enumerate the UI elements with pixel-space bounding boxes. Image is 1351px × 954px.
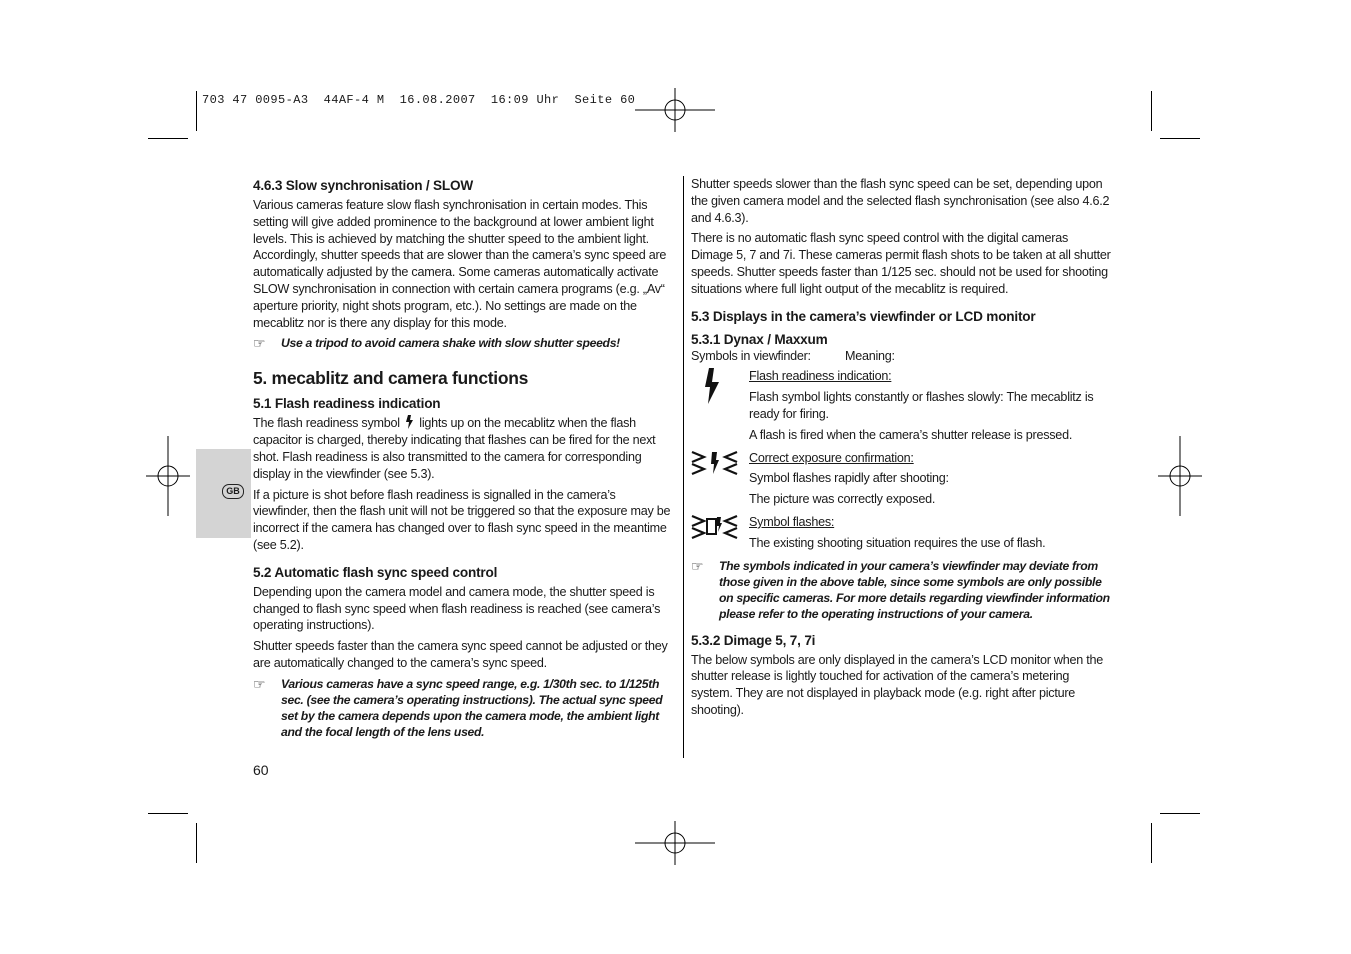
hint-text: The symbols indicated in your camera’s viewfinder may deviate from those given in the above table, since some symbols are only possible on specific cameras. For more details regarding viewfinder information please refer to the operating instructions of your camera. [719,558,1110,621]
paragraph: There is no automatic flash sync speed control with the digital cameras Dimage 5, 7 and 7i. These cameras permit flash shots to be taken at all shutter speeds. Shutter speeds faster than 1/125 sec. should not be used for shooting situations where full light output of the mecablitz is required. [691,231,1111,296]
paragraph: The below symbols are only displayed in the camera’s LCD monitor when the shutter release is lightly touched for activation of the camera’s metering system. They are not displayed in playback mode (e.g. right after picture shooting). [691,652,1104,717]
symbol-heading: Correct exposure confirmation: [749,450,914,465]
pointing-hand-icon: ☞ [691,557,704,574]
section-title-5-2: 5.2 Automatic flash sync speed control [253,564,498,580]
crop-mark [1151,91,1152,131]
column-divider [683,176,684,758]
section-title-5-1: 5.1 Flash readiness indication [253,396,441,412]
hint-text: Various cameras have a sync speed range, e.g. 1/30th sec. to 1/125th sec. (see the camera’s operating instructions). The actual sync speed set by the camera depends upon the camera mode, the ambient light and the focal length of the lens used. [281,676,663,739]
crop-mark [196,91,197,131]
section-title-5-3-2: 5.3.2 Dimage 5, 7, 7i [691,632,816,648]
paragraph: If a picture is shot before flash readiness is signalled in the camera’s viewfinder, then the flash unit will not be triggered so that the exposure may be incorrect if the camera has changed over to flash sync speed in the meantime (see 5.2). [253,487,671,552]
crop-mark [196,823,197,863]
symbol-meaning: Symbol flashes rapidly after shooting: [749,471,949,486]
section-title-5-3-1: 5.3.1 Dynax / Maxxum [691,331,828,347]
flash-bolt-inline-icon [405,415,414,429]
symbol-meaning: The existing shooting situation requires the use of flash. [749,535,1046,550]
right-column [691,176,1113,723]
paragraph: Depending upon the camera model and camera mode, the shutter speed is changed to flash sync speed when flash readiness is reached (see camera’s operating instructions). [253,584,661,633]
crop-mark [1160,138,1200,139]
symbol-row [691,450,1113,508]
section-title-5-3: 5.3 Displays in the camera’s viewfinder or LCD monitor [691,308,1036,324]
hint-note [253,335,675,351]
symbol-heading: Symbol flashes: [749,514,835,529]
paragraph [253,415,675,482]
crop-mark [148,138,188,139]
crop-mark [1151,823,1152,863]
page-number: 60 [253,762,269,778]
symbol-meaning: The picture was correctly exposed. [749,492,936,507]
symbol-table-header [691,348,1113,365]
left-column [253,177,675,744]
print-header: 703 47 0095-A3 44AF-4 M 16.08.2007 16:09 Uhr Seite 60 [202,93,636,107]
section-title-4-6-3: 4.6.3 Slow synchronisation / SLOW [253,178,474,193]
pointing-hand-icon: ☞ [253,675,266,692]
pointing-hand-icon: ☞ [253,335,266,352]
paragraph-part: The flash readiness symbol [253,416,400,431]
paragraph: Shutter speeds faster than the camera sync speed cannot be adjusted or they are automatically changed to the camera’s sync speed. [253,639,668,670]
flash-bolt-icon [703,368,723,404]
symbol-row [691,368,1113,443]
paragraph: Various cameras feature slow flash synchronisation in certain modes. This setting will give added prominence to the background at lower ambient light levels. This is achieved by matching the shutter speed to the ambient light. Accordingly, shutter speeds that are slower than the camera’s sync speed are automatically adjusted by the camera. Some cameras automatically activate SLOW synchronisation in connection with certain camera programs (e.g. „Av“ aperture priority, night shots program, etc.). No settings are made on the mecablitz nor is there any display for this mode. [253,198,667,330]
symbol-heading: Flash readiness indication: [749,369,892,384]
column-label-symbols: Symbols in viewfinder: [691,348,811,363]
registration-mark-icon [635,70,715,150]
chapter-title-5: 5. mecablitz and camera functions [253,368,529,389]
language-tab [196,449,251,538]
flash-exposure-confirm-icon [691,450,739,476]
symbol-meaning: Flash symbol lights constantly or flashes slowly: The mecablitz is ready for firing. [749,390,1094,421]
hint-note [691,558,1113,622]
registration-mark-icon [635,803,715,883]
flash-needed-icon [691,514,739,540]
crop-mark [148,813,188,814]
crop-mark [1160,813,1200,814]
hint-note [253,676,675,740]
symbol-row [691,514,1113,552]
column-label-meaning: Meaning: [845,348,895,363]
paragraph: Shutter speeds slower than the flash sync speed can be set, depending upon the given camera model and the selected flash synchronisation (see also 4.6.2 and 4.6.3). [691,177,1110,225]
paragraph-part: lights up on the mecablitz when the flash capacitor is charged, thereby indicating that flashes can be fired for the next shot. Flash readiness is also transmitted to the camera for corresponding display in the viewfinder (see 5.3). [253,416,656,481]
symbol-meaning: A flash is fired when the camera’s shutter release is pressed. [749,427,1073,442]
registration-mark-icon [1140,436,1220,516]
hint-text: Use a tripod to avoid camera shake with slow shutter speeds! [281,336,620,351]
language-badge: GB [222,484,244,499]
